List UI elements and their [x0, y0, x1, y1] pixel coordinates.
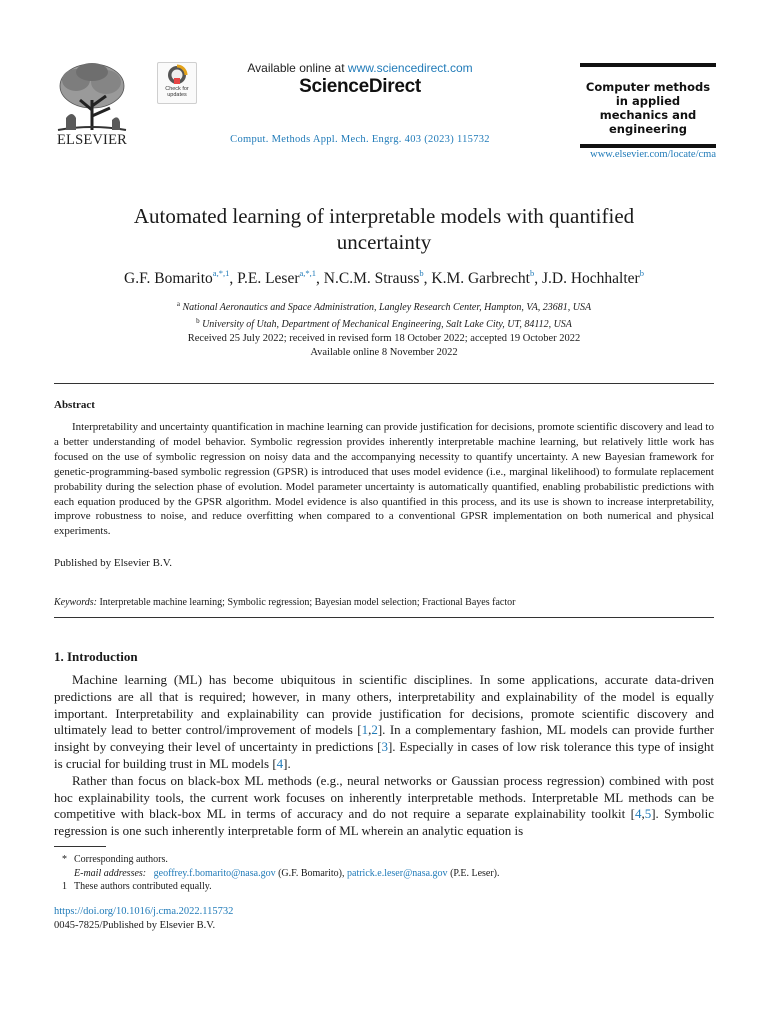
journal-url-link[interactable]: www.elsevier.com/locate/cma: [590, 149, 716, 160]
email-owner: (P.E. Leser).: [447, 867, 500, 879]
citation-link[interactable]: 1: [361, 722, 369, 738]
paper-title: [84, 203, 684, 255]
received-dates: Received 25 July 2022; received in revised form 18 October 2022; accepted 19 October 2022: [187, 333, 581, 344]
citation-link[interactable]: 4: [276, 755, 284, 771]
body-text: ,: [368, 722, 372, 738]
author-name: N.C.M. Strauss: [323, 270, 420, 287]
author-name: K.M. Garbrecht: [431, 270, 530, 287]
check-for-updates-badge[interactable]: [157, 62, 197, 104]
journal-title-line: engineering: [609, 122, 687, 136]
body-text: Rather than focus on black-box ML methods (e.g., neural networks or Gaussian process regression) combined with post hoc explainability tools, the current work focuses on inherently interpretable methods. Interpretable ML methods can be competitive with black-box ML in terms of accuracy and do not require a separate explainability toolkit [: [54, 772, 714, 822]
divider-rule: [54, 617, 714, 618]
body-text: Machine learning (ML) has become ubiquitous in scientific disciplines. In some applications, accurate data-driven predictions are all that is required; however, in many others, interpretability and explainability of the model is equally important. Interpretability and explainability can provide justification for decisions, promote scientific discovery and ultimately lead to better control/improvement of models [: [54, 672, 714, 738]
affiliation-mark: a: [176, 300, 180, 308]
footnote-corresponding: [54, 853, 714, 867]
author-affiliation-marks[interactable]: b: [639, 268, 644, 278]
elsevier-wordmark: ELSEVIER: [56, 132, 128, 148]
paper-title-line: Automated learning of interpretable models with quantified: [133, 204, 635, 228]
doi-link[interactable]: https://doi.org/10.1016/j.cma.2022.115732: [54, 906, 234, 917]
author-affiliation-marks[interactable]: b: [529, 268, 535, 278]
body-text: ]. Symbolic regression is one such inherently interpretable form of ML wherein an analytic equation is: [54, 806, 715, 839]
abstract-text: Interpretability and uncertainty quantification in machine learning can provide justification for decisions, promote scientific discovery and lead to a better understanding of model behavior. Symbolic regression provides inherently interpretable machine learning, but relatively little work has focused on the use of symbolic regression on noisy data and the accompanying necessity to quantify uncertainty. A new Bayesian framework for genetic-programming-based symbolic regression (GPSR) is introduced that uses model evidence (i.e., marginal likelihood) to formulate replacement probability during the selection phase of evolution. Model parameter uncertainty is automatically quantified, enabling probabilistic predictions with each equation produced by the GPSR algorithm. Model evidence is also quantified in this process, and its use is shown to increase interpretability, improve robustness to noise, and reduce overfitting when compared to a conventional GPSR implementation on both numerical and physical experiments.: [54, 421, 714, 538]
citation-link[interactable]: 3: [381, 739, 388, 755]
author-affiliation-marks[interactable]: a,*,1: [212, 268, 230, 278]
introduction-body: [54, 672, 714, 840]
email-link[interactable]: geoffrey.f.bomarito@nasa.gov: [153, 867, 276, 879]
email-link[interactable]: patrick.e.leser@nasa.gov: [347, 867, 448, 879]
author-affiliation-marks[interactable]: a,*,1: [299, 268, 317, 278]
keywords-label: Keywords:: [54, 597, 97, 608]
author-affiliation-marks[interactable]: b: [419, 268, 424, 278]
author-name: G.F. Bomarito: [124, 270, 213, 287]
footnote-equal-contribution: [54, 880, 714, 894]
sciencedirect-brand: ScienceDirect: [299, 76, 421, 97]
citation-link[interactable]: 2: [371, 722, 378, 738]
footnotes: [54, 853, 714, 894]
author-name: P.E. Leser: [237, 270, 300, 287]
affiliations: [84, 298, 684, 331]
abstract-heading: Abstract: [54, 399, 95, 411]
sciencedirect-link[interactable]: www.sciencedirect.com: [347, 61, 473, 75]
journal-title-box: [580, 63, 716, 148]
check-for-updates-icon: [158, 63, 196, 87]
email-label: E-mail addresses:: [74, 867, 147, 879]
footnote-mark: *: [62, 854, 67, 865]
affiliation-mark: b: [196, 316, 200, 325]
affiliation-text: National Aeronautics and Space Administration, Langley Research Center, Hampton, VA, 23681, USA: [182, 302, 592, 313]
publisher-line: Published by Elsevier B.V.: [54, 557, 173, 569]
paper-title-line: uncertainty: [336, 230, 432, 254]
body-text: ,: [641, 806, 645, 822]
paragraph: [54, 672, 714, 773]
email-owner: (G.F. Bomarito),: [275, 867, 347, 879]
article-dates: [84, 332, 684, 359]
check-for-updates-label: Check for updates: [165, 86, 189, 98]
journal-citation[interactable]: Comput. Methods Appl. Mech. Engrg. 403 (2023) 115732: [230, 134, 490, 145]
footnote-rule: [54, 846, 106, 847]
journal-title-line: mechanics and: [599, 108, 697, 122]
keywords-line: [54, 597, 714, 608]
citation-link[interactable]: 5: [644, 806, 652, 822]
paragraph: [54, 773, 714, 840]
available-online-date: Available online 8 November 2022: [310, 346, 458, 358]
footnote-mark: 1: [62, 881, 67, 892]
body-text: ]. Especially in cases of low risk tolerance this type of insight is crucial for building trust in ML models [: [54, 739, 714, 771]
available-online-line: [200, 61, 520, 75]
section-heading-introduction: 1. Introduction: [54, 649, 138, 664]
author-list: G.F. Bomarito$^{a,*,1}$, P.E. Leser$^{a,*,1}$, N.C.M. Strauss$^b$, K.M. Garbrecht$^b$, J.D. Hochhalter$^b$: [124, 268, 644, 287]
keywords-text: Interpretable machine learning; Symbolic regression; Bayesian model selection; Fractional Bayes factor: [96, 597, 516, 608]
footnote-text: These authors contributed equally.: [74, 881, 212, 892]
available-online-label: Available online at: [247, 61, 348, 75]
body-text: ]. In a complementary fashion, ML models can provide further insight by conveying their level of uncertainty in predictions [: [54, 722, 714, 755]
footnote-emails: [54, 867, 714, 881]
issn-line: 0045-7825/Published by Elsevier B.V.: [54, 920, 216, 931]
divider-rule: [54, 383, 714, 384]
body-text: ].: [283, 755, 291, 771]
journal-title: [580, 80, 716, 136]
journal-title-line: in applied: [615, 94, 681, 108]
author-name: J.D. Hochhalter: [541, 270, 640, 287]
journal-title-line: Computer methods: [585, 80, 711, 94]
affiliation-item: [84, 315, 684, 332]
affiliation-item: [84, 298, 684, 315]
footnote-text: Corresponding authors.: [74, 854, 168, 865]
affiliation-text: University of Utah, Department of Mechanical Engineering, Salt Lake City, UT, 84112, USA: [202, 318, 572, 330]
citation-link[interactable]: 4: [634, 806, 642, 822]
